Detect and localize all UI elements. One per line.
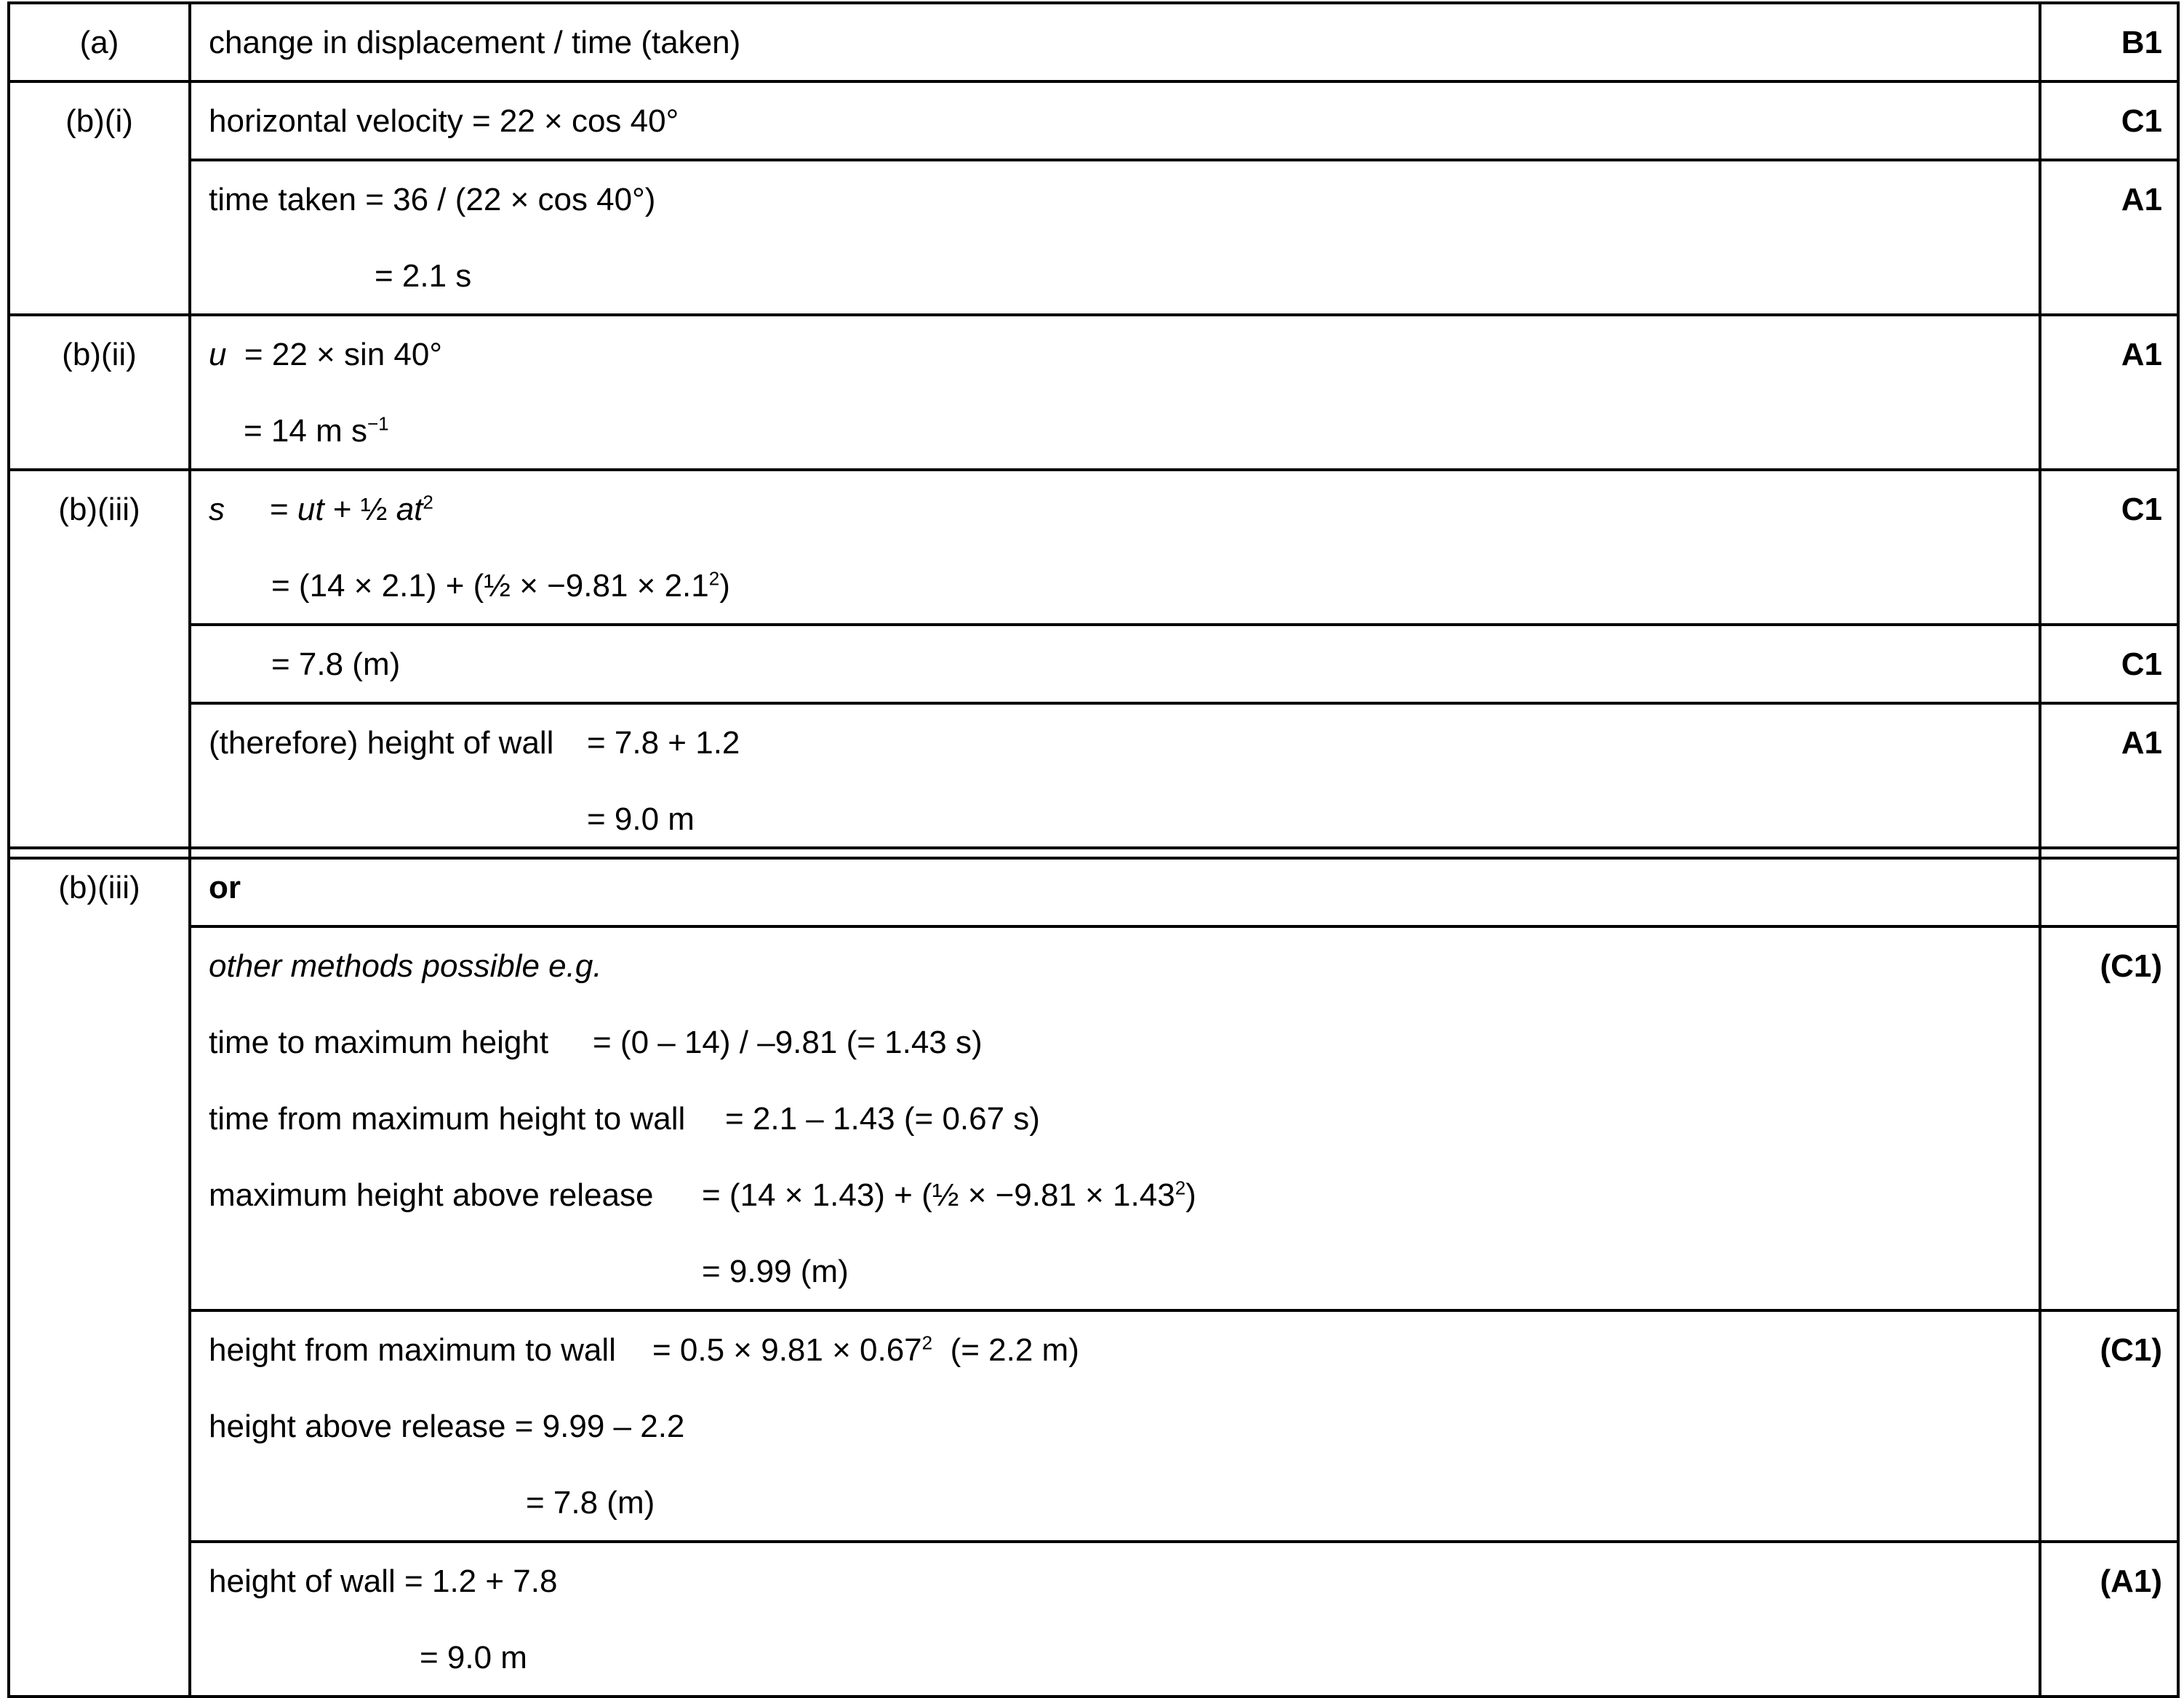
- question-number-cell: [9, 315, 190, 470]
- question-number-cell: [9, 470, 190, 858]
- answer-cell: [190, 470, 2040, 625]
- mark-cell: [2040, 848, 2178, 926]
- answer-line: [209, 1101, 2039, 1177]
- question-number: (b)(iii): [58, 492, 140, 527]
- answer-cell: [190, 703, 2040, 858]
- answer-cell: [190, 1542, 2040, 1697]
- question-number-cell: [9, 848, 190, 1697]
- question-number-cell: [9, 81, 190, 315]
- answer-line: horizontal velocity = 22 × cos 40°: [209, 103, 679, 139]
- table-row: [9, 470, 2178, 625]
- mark-label: B1: [2121, 25, 2162, 60]
- mark-scheme-table-1: [7, 1, 2180, 860]
- answer-text: time from maximum height to wall: [209, 1101, 686, 1137]
- answer-text: = $0.5 \times 9.81 \times 0.67^2$ (= 2.2 m): [652, 1331, 1079, 1368]
- mark-label: (C1): [2100, 1332, 2162, 1368]
- alternative-heading: or: [209, 870, 241, 905]
- answer-line: [209, 337, 2039, 413]
- question-number-cell: [9, 3, 190, 81]
- mark-cell: [2040, 160, 2178, 315]
- mark-cell: [2040, 1310, 2178, 1542]
- mark-cell: [2040, 315, 2178, 470]
- answer-line: change in displacement / time (taken): [209, 25, 741, 60]
- mark-cell: [2040, 926, 2178, 1310]
- table-row: [9, 160, 2178, 315]
- table-row: [9, 625, 2178, 703]
- answer-line: = 7.8 (m): [271, 646, 401, 682]
- table-row: [9, 1542, 2178, 1697]
- substitution-line: = (14 × 2.1) + (½ × $-9.81 \times 2.1^2$): [271, 567, 730, 604]
- table-row: [9, 81, 2178, 160]
- table-row: [9, 1310, 2178, 1542]
- mark-label: [2041, 849, 2177, 870]
- answer-text: (therefore) height of wall: [209, 725, 554, 761]
- mark-label: C1: [2121, 646, 2162, 682]
- mark-label: C1: [2121, 492, 2162, 527]
- answer-line: = 9.99 (m): [702, 1254, 849, 1289]
- formula-result-line: = 14 m $s^{-1}$: [244, 412, 389, 449]
- answer-text: time to maximum height: [209, 1025, 549, 1060]
- table-row: [9, 315, 2178, 470]
- answer-line: [209, 568, 2039, 623]
- mark-cell: [2040, 625, 2178, 703]
- mark-scheme-table-2: [7, 846, 2180, 1698]
- answer-text: = (14 × 1.43) + (½ × $-9.81 \times 1.43^2$): [702, 1177, 1196, 1213]
- mark-cell: [2040, 81, 2178, 160]
- answer-line: [209, 1332, 2039, 1409]
- answer-line: [209, 725, 2039, 801]
- answer-cell: [190, 848, 2040, 926]
- mark-cell: [2040, 470, 2178, 625]
- answer-text: = 2.1 – 1.43 (= 0.67 s): [725, 1101, 1040, 1137]
- mark-cell: [2040, 3, 2178, 81]
- answer-line: = 2.1 s: [375, 258, 472, 294]
- answer-line: time taken = 36 / (22 × cos 40°): [209, 182, 656, 217]
- answer-line: = 9.0 m: [420, 1640, 527, 1675]
- answer-cell: [190, 315, 2040, 470]
- mark-cell: [2040, 703, 2178, 858]
- table-row: [9, 3, 2178, 81]
- answer-line: [209, 413, 2039, 468]
- question-number: (b)(iii): [58, 870, 140, 905]
- answer-line: height above release = 9.99 – 2.2: [209, 1409, 685, 1444]
- mark-cell: [2040, 1542, 2178, 1697]
- answer-line: [209, 492, 2039, 568]
- answer-line: = 9.0 m: [587, 801, 695, 837]
- mark-label: (C1): [2100, 948, 2162, 984]
- mark-label: C1: [2121, 103, 2162, 139]
- answer-line: [209, 1177, 2039, 1254]
- formula-u-line: u = 22 × sin 40°: [209, 337, 442, 372]
- answer-cell: [190, 160, 2040, 315]
- table-row: [9, 848, 2178, 926]
- table-row: [9, 926, 2178, 1310]
- mark-label: (A1): [2100, 1563, 2162, 1599]
- answer-line: other methods possible e.g.: [209, 948, 602, 984]
- answer-cell: [190, 926, 2040, 1310]
- answer-text: maximum height above release: [209, 1177, 654, 1213]
- table-row: [9, 703, 2178, 858]
- answer-cell: [190, 625, 2040, 703]
- answer-line: height of wall = 1.2 + 7.8: [209, 1563, 558, 1599]
- question-number: (b)(i): [65, 103, 133, 139]
- suvat-equation: s = ut + ½ $at^2$: [209, 491, 433, 527]
- answer-cell: [190, 81, 2040, 160]
- mark-label: A1: [2121, 182, 2162, 217]
- answer-cell: [190, 3, 2040, 81]
- answer-text: = 7.8 + 1.2: [587, 725, 740, 761]
- answer-text: height from maximum to wall: [209, 1332, 616, 1368]
- mark-label: A1: [2121, 337, 2162, 372]
- question-number: (b)(ii): [62, 337, 137, 372]
- answer-line: = 7.8 (m): [526, 1485, 655, 1521]
- answer-text: = (0 – 14) / –9.81 (= 1.43 s): [593, 1025, 983, 1060]
- mark-label: A1: [2121, 725, 2162, 761]
- question-number: (a): [79, 25, 119, 60]
- answer-line: [209, 1025, 2039, 1101]
- answer-cell: [190, 1310, 2040, 1542]
